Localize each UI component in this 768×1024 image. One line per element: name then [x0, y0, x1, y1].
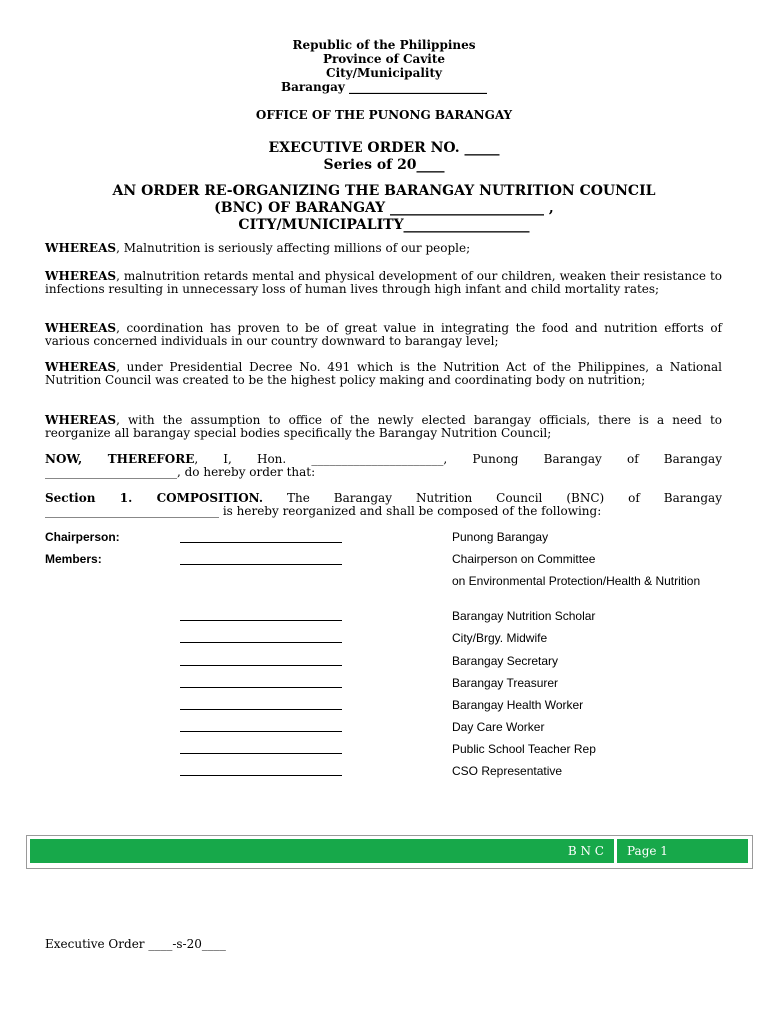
- footer-bnc-cell: [30, 839, 614, 863]
- role-day-care-worker: Day Care Worker: [452, 720, 545, 734]
- role-teacher-rep: Public School Teacher Rep: [452, 742, 596, 756]
- role-punong-barangay: Punong Barangay: [452, 530, 549, 544]
- now-therefore-line-2: ______________________, do hereby order that:: [45, 465, 316, 479]
- section1-line-2: _____________________________ is hereby reorganized and shall be composed of the following:: [45, 504, 602, 518]
- header-province: Province of Cavite: [322, 52, 446, 66]
- role-secretary: Barangay Secretary: [452, 654, 559, 668]
- member-blank: [180, 620, 342, 621]
- members-label: Members:: [45, 552, 102, 566]
- chairperson-label: Chairperson:: [45, 530, 120, 544]
- header-barangay: Barangay _______________________: [280, 80, 488, 94]
- order-title-1: AN ORDER RE-ORGANIZING THE BARANGAY NUTRITION COUNCIL: [112, 183, 656, 199]
- page-footer-bar: [26, 835, 753, 869]
- whereas-clause-1: WHEREAS, Malnutrition is seriously affecting millions of our people;: [45, 241, 471, 255]
- footer-bnc-label: B N C: [567, 844, 604, 858]
- member-blank: [180, 775, 342, 776]
- order-title-3: CITY/MUNICIPALITY__________________: [238, 217, 530, 233]
- role-midwife: City/Brgy. Midwife: [452, 631, 548, 645]
- now-therefore-line-1: NOW, THEREFORE, I, Hon. ______________________, Punong Barangay of Barangay: [45, 452, 722, 466]
- member-blank: [180, 687, 342, 688]
- member-blank: [180, 642, 342, 643]
- section1-line-1: Section 1. COMPOSITION. The Barangay Nutrition Council (BNC) of Barangay: [45, 491, 722, 505]
- footer-executive-order: Executive Order ____-s-20____: [45, 937, 226, 951]
- order-title-2: (BNC) OF BARANGAY ______________________ ,: [214, 200, 554, 216]
- chairperson-blank: [180, 542, 342, 543]
- header-city: City/Municipality: [326, 66, 442, 80]
- role-treasurer: Barangay Treasurer: [452, 676, 559, 690]
- member-blank: [180, 753, 342, 754]
- role-committee-continued: on Environmental Protection/Health & Nutrition: [452, 574, 701, 588]
- whereas-clause-5: WHEREAS, with the assumption to office of the newly elected barangay officials, there is a need to reorganize all barangay special bodies specifically the Barangay Nutrition Council;: [45, 413, 722, 440]
- footer-page-number: Page 1: [627, 844, 668, 858]
- role-chairperson-committee: Chairperson on Committee: [452, 552, 596, 566]
- order-series: Series of 20____: [323, 157, 445, 173]
- member-blank: [180, 564, 342, 565]
- whereas-clause-2: WHEREAS, malnutrition retards mental and physical development of our children, weaken their resistance to infections resulting in unnecessary loss of human lives through high infant and child mortality rates;: [45, 269, 722, 296]
- member-blank: [180, 665, 342, 666]
- order-number: EXECUTIVE ORDER NO. _____: [268, 140, 500, 156]
- member-blank: [180, 731, 342, 732]
- role-health-worker: Barangay Health Worker: [452, 698, 584, 712]
- role-cso-representative: CSO Representative: [452, 764, 563, 778]
- footer-page-cell: [617, 839, 748, 863]
- office-title: OFFICE OF THE PUNONG BARANGAY: [255, 108, 513, 122]
- whereas-clause-4: WHEREAS, under Presidential Decree No. 491 which is the Nutrition Act of the Philippines, a National Nutrition Council was created to be the highest policy making and coordinating body on nutrition;: [45, 360, 722, 387]
- member-blank: [180, 709, 342, 710]
- whereas-clause-3: WHEREAS, coordination has proven to be of great value in integrating the food and nutrition efforts of various concerned individuals in our country downward to barangay level;: [45, 321, 722, 348]
- header-republic: Republic of the Philippines: [292, 38, 476, 52]
- role-nutrition-scholar: Barangay Nutrition Scholar: [452, 609, 596, 623]
